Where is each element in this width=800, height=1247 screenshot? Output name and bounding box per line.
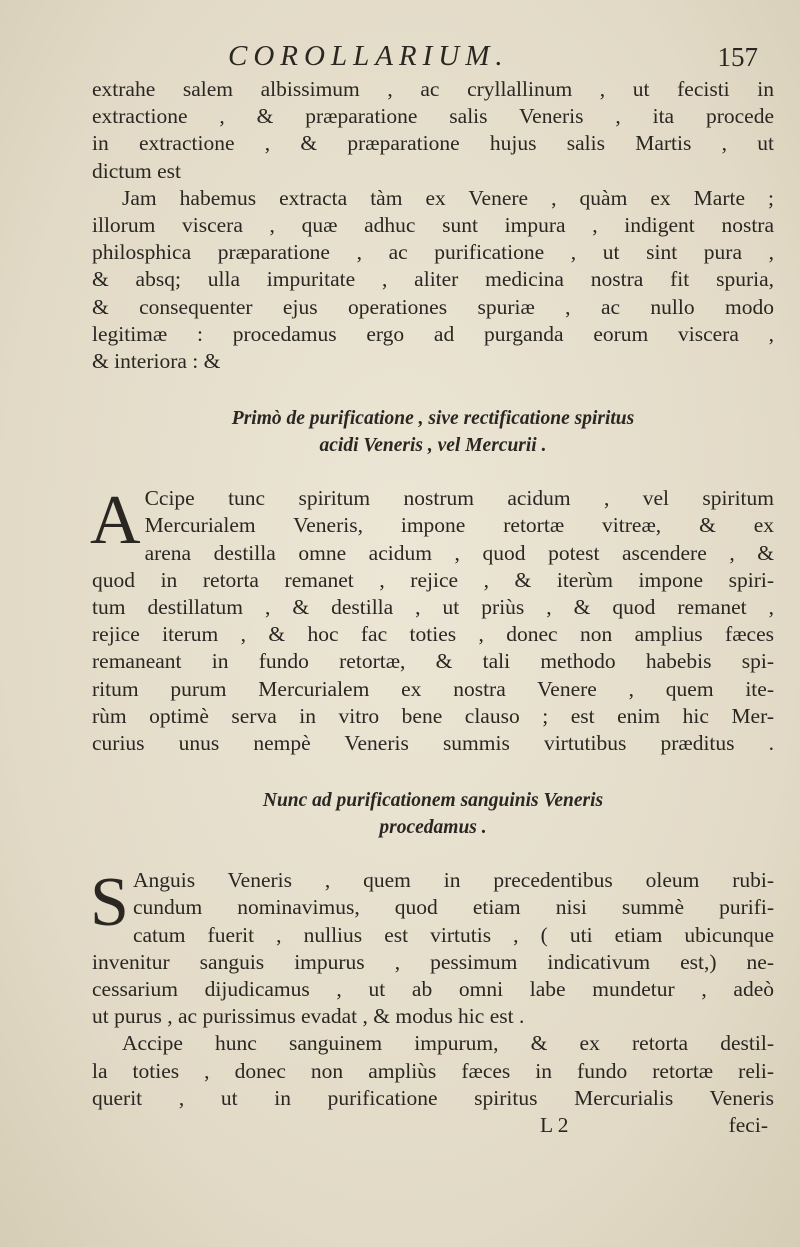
text-line: Ccipe tunc spiritum nostrum acidum , vel spiritum [144, 486, 774, 511]
text-line: extrahe salem albissimum , ac cryllallinum , ut fecisti in [92, 77, 774, 101]
paragraph-blood-purification [90, 864, 774, 1030]
heading-line: acidi Veneris , vel Mercurii . [319, 435, 547, 457]
text-line: remaneant in fundo retortæ, & tali methodo habebis spi- [92, 649, 774, 674]
text-line: illorum viscera , quæ adhuc sunt impura , indigent nostra [92, 213, 774, 238]
section-heading-blood [92, 787, 774, 841]
text-line: ritum purum Mercurialem ex nostra Venere , quem ite- [92, 676, 774, 701]
text-line: Jam habemus extracta tàm ex Venere , quàm ex Marte ; [122, 185, 774, 210]
text-line: curius unus nempè Veneris summis virtutibus præditus . [92, 731, 774, 756]
text-line: & absq; ulla impuritate , aliter medicina nostra fit spuria, [92, 267, 774, 292]
text-line: querit , ut in purificatione spiritus Mercurialis Veneris [92, 1085, 774, 1110]
text-line: philosphica præparatione , ac purificatione , ut sint pura , [92, 240, 774, 265]
heading-line: Primò de purificatione , sive rectificatione spiritus [231, 408, 635, 430]
text-line: Accipe hunc sanguinem impurum, & ex retorta destil- [122, 1031, 774, 1056]
text-line: catum fuerit , nullius est virtutis , ( uti etiam ubicunque [132, 922, 774, 947]
text-line: dictum est [92, 158, 181, 183]
catchword: feci- [728, 1113, 768, 1138]
text-line: Anguis Veneris , quem in precedentibus oleum rubi- [132, 868, 774, 893]
drop-cap: A [90, 482, 141, 560]
page-header [228, 40, 758, 80]
text-line: cundum nominavimus, quod etiam nisi summè purifi- [132, 895, 774, 920]
text-line: quod in retorta remanet , rejice , & iterùm impone spiri- [92, 567, 774, 592]
text-line: Mercurialem Veneris, impone retortæ vitreæ, & ex [144, 513, 774, 538]
signature-mark: L 2 [540, 1113, 569, 1138]
text-line: in extractione , & præparatione hujus salis Martis , ut [92, 131, 774, 156]
drop-cap: S [90, 864, 129, 942]
paragraph-spirit-purification [90, 482, 774, 757]
heading-line: procedamus . [379, 817, 487, 839]
running-head: COROLLARIUM. [228, 40, 509, 72]
text-line: & consequenter ejus operationes spuriæ , ac nullo modo [92, 294, 774, 319]
heading-line: Nunc ad purificationem sanguinis Veneris [262, 790, 604, 812]
section-heading-spirit [92, 405, 774, 459]
text-line: rejice iterum , & hoc fac toties , donec non amplius fæces [92, 622, 774, 647]
text-line: invenitur sanguis impurus , pessimum indicativum est,) ne- [92, 949, 774, 974]
text-line: rùm optimè serva in vitro bene clauso ; est enim hic Mer- [92, 703, 774, 728]
text-line: extractione , & præparatione salis Veneris , ita procede [92, 104, 774, 129]
text-line: la toties , donec non ampliùs fæces in fundo retortæ reli- [92, 1058, 774, 1083]
paragraph-viscera [92, 185, 774, 375]
paragraph-distillation [92, 1030, 774, 1112]
paragraph-salt-extraction [92, 76, 774, 185]
text-line: ut purus , ac purissimus evadat , & modus hic est . [92, 1004, 525, 1029]
text-line: legitimæ : procedamus ergo ad purganda eorum viscera , [92, 321, 774, 346]
body-text [92, 76, 774, 1140]
text-line: tum destillatum , & destilla , ut priùs , & quod remanet , [92, 595, 774, 620]
page-number: 157 [717, 42, 758, 72]
text-line: cessarium dijudicamus , ut ab omni labe mundetur , adeò [92, 977, 774, 1002]
text-line: & interiora : & [92, 349, 221, 374]
page-footer [92, 1112, 774, 1140]
text-line: arena destilla omne acidum , quod potest ascendere , & [144, 540, 774, 565]
